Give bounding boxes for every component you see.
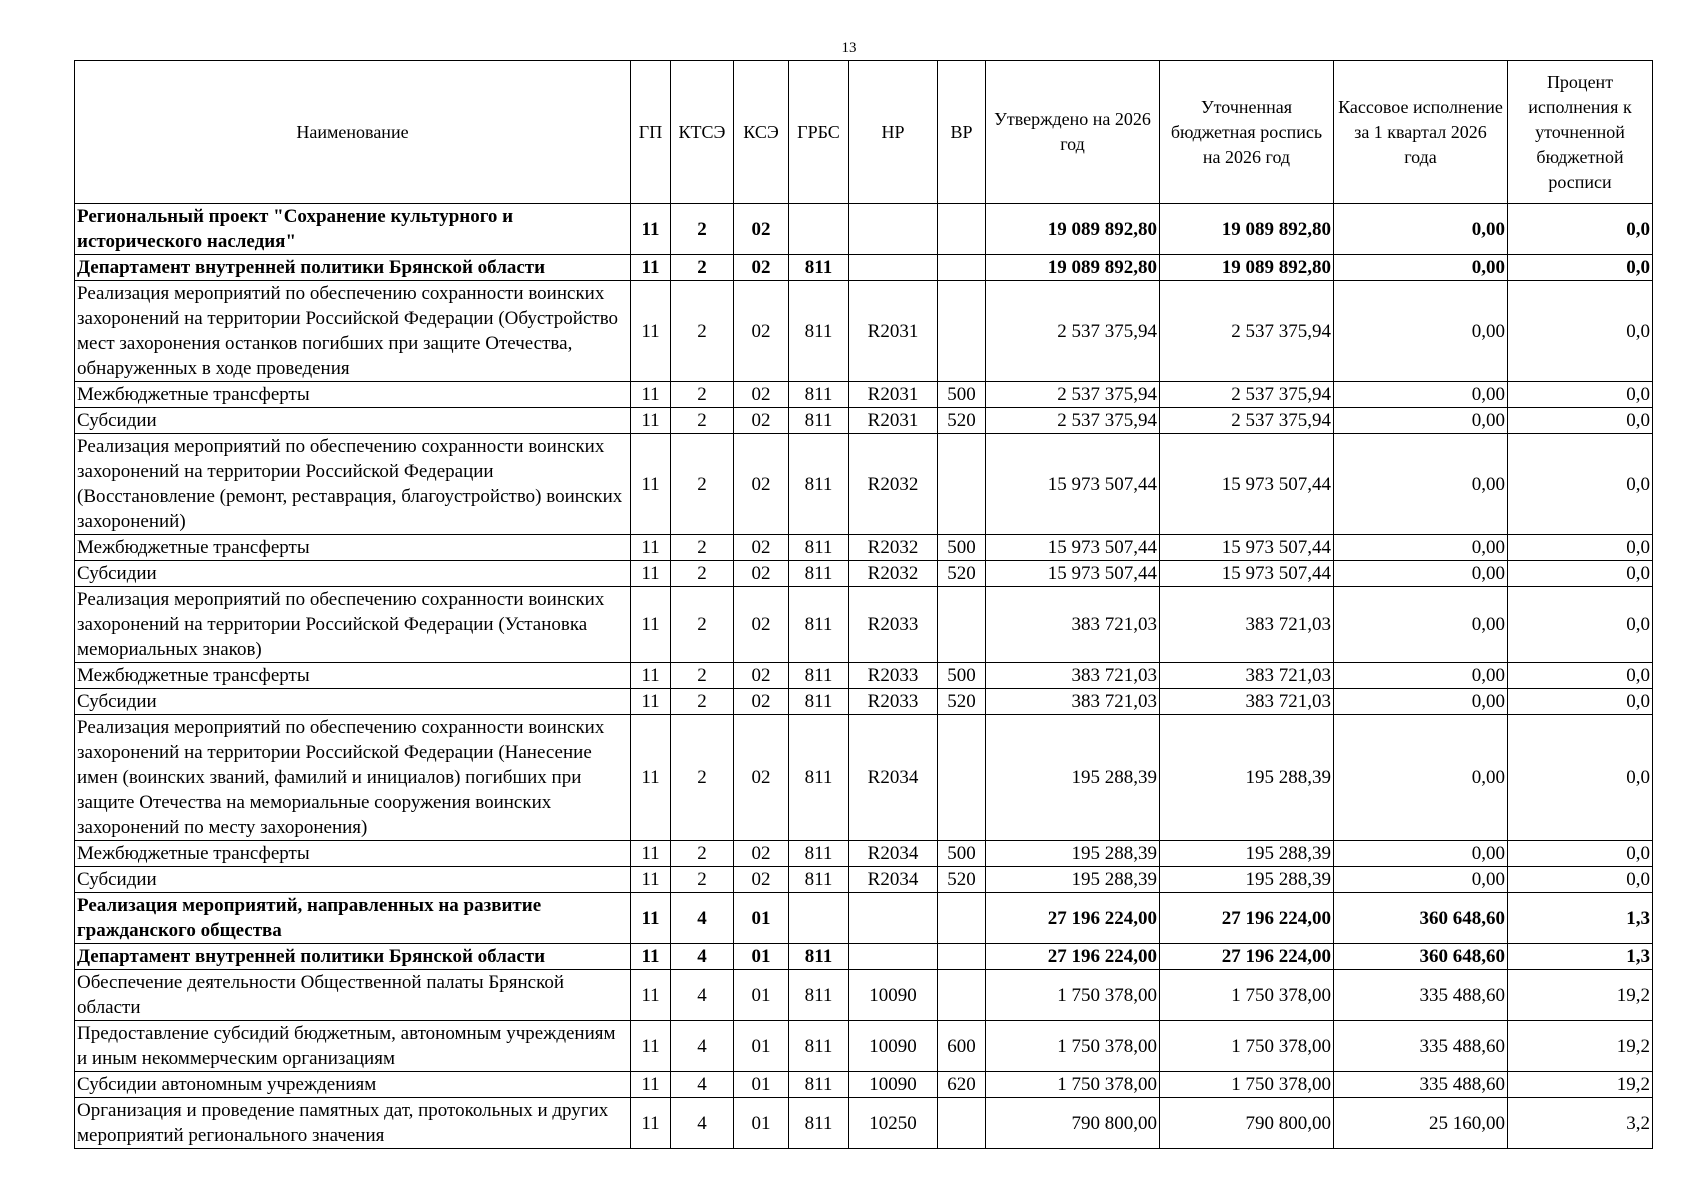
cell-refined: 15 973 507,44: [1160, 434, 1334, 535]
cell-ktse: 2: [671, 382, 734, 408]
cell-kse: 02: [734, 255, 789, 281]
cell-cash: 0,00: [1334, 535, 1508, 561]
cell-nr: R2032: [849, 434, 938, 535]
cell-approved: 15 973 507,44: [986, 535, 1160, 561]
table-row: [75, 715, 1653, 841]
cell-vr: [938, 281, 986, 382]
cell-vr: 500: [938, 382, 986, 408]
cell-cash: 0,00: [1334, 408, 1508, 434]
cell-gp: 11: [631, 535, 671, 561]
table-body: [75, 204, 1653, 1149]
cell-grbs: [789, 204, 849, 255]
header-vr: ВР: [938, 61, 986, 204]
cell-cash: 0,00: [1334, 663, 1508, 689]
cell-approved: 1 750 378,00: [986, 970, 1160, 1021]
cell-ktse: 2: [671, 561, 734, 587]
cell-refined: 15 973 507,44: [1160, 535, 1334, 561]
cell-gp: 11: [631, 587, 671, 663]
cell-kse: 01: [734, 970, 789, 1021]
cell-refined: 1 750 378,00: [1160, 970, 1334, 1021]
table-row: [75, 382, 1653, 408]
cell-gp: 11: [631, 408, 671, 434]
cell-grbs: 811: [789, 715, 849, 841]
cell-kse: 01: [734, 1072, 789, 1098]
cell-cash: 0,00: [1334, 689, 1508, 715]
cell-ktse: 4: [671, 1021, 734, 1072]
cell-name: Межбюджетные трансферты: [75, 535, 631, 561]
cell-gp: 11: [631, 944, 671, 970]
cell-percent: 1,3: [1508, 944, 1653, 970]
cell-nr: R2032: [849, 561, 938, 587]
cell-cash: 0,00: [1334, 434, 1508, 535]
cell-ktse: 4: [671, 1098, 734, 1149]
cell-vr: 500: [938, 663, 986, 689]
cell-approved: 2 537 375,94: [986, 408, 1160, 434]
cell-kse: 01: [734, 1021, 789, 1072]
cell-kse: 02: [734, 715, 789, 841]
cell-kse: 02: [734, 408, 789, 434]
cell-percent: 0,0: [1508, 561, 1653, 587]
cell-vr: [938, 204, 986, 255]
cell-name: Департамент внутренней политики Брянской области: [75, 944, 631, 970]
cell-cash: 0,00: [1334, 204, 1508, 255]
cell-nr: R2033: [849, 663, 938, 689]
cell-gp: 11: [631, 663, 671, 689]
cell-grbs: 811: [789, 663, 849, 689]
cell-name: Обеспечение деятельности Общественной палаты Брянской области: [75, 970, 631, 1021]
cell-approved: 195 288,39: [986, 867, 1160, 893]
cell-nr: R2033: [849, 587, 938, 663]
cell-nr: [849, 893, 938, 944]
table-row: [75, 867, 1653, 893]
cell-gp: 11: [631, 382, 671, 408]
cell-cash: 0,00: [1334, 255, 1508, 281]
cell-percent: 1,3: [1508, 893, 1653, 944]
header-approved: Утверждено на 2026 год: [986, 61, 1160, 204]
cell-refined: 19 089 892,80: [1160, 255, 1334, 281]
cell-percent: 19,2: [1508, 1021, 1653, 1072]
cell-ktse: 2: [671, 408, 734, 434]
header-cash: Кассовое исполнение за 1 квартал 2026 года: [1334, 61, 1508, 204]
cell-grbs: 811: [789, 1098, 849, 1149]
table-row: [75, 1098, 1653, 1149]
cell-percent: 0,0: [1508, 204, 1653, 255]
cell-cash: 0,00: [1334, 382, 1508, 408]
cell-grbs: 811: [789, 1021, 849, 1072]
cell-name: Региональный проект "Сохранение культурного и исторического наследия": [75, 204, 631, 255]
cell-approved: 19 089 892,80: [986, 255, 1160, 281]
cell-grbs: 811: [789, 408, 849, 434]
cell-vr: [938, 255, 986, 281]
cell-kse: 02: [734, 561, 789, 587]
cell-cash: 0,00: [1334, 841, 1508, 867]
cell-ktse: 4: [671, 893, 734, 944]
cell-kse: 02: [734, 663, 789, 689]
cell-approved: 383 721,03: [986, 587, 1160, 663]
table-row: [75, 970, 1653, 1021]
cell-vr: 520: [938, 408, 986, 434]
cell-cash: 0,00: [1334, 867, 1508, 893]
cell-gp: 11: [631, 281, 671, 382]
cell-ktse: 2: [671, 281, 734, 382]
cell-name: Реализация мероприятий по обеспечению сохранности воинских захоронений на территории Российской Федерации (Восстановление (ремонт, реставрация, благоустройство) воинских захоронений): [75, 434, 631, 535]
cell-nr: R2033: [849, 689, 938, 715]
table-row: [75, 535, 1653, 561]
cell-approved: 15 973 507,44: [986, 561, 1160, 587]
table-row: [75, 1021, 1653, 1072]
cell-vr: [938, 893, 986, 944]
cell-gp: 11: [631, 841, 671, 867]
cell-name: Организация и проведение памятных дат, протокольных и других мероприятий регионального значения: [75, 1098, 631, 1149]
cell-ktse: 2: [671, 434, 734, 535]
cell-name: Субсидии: [75, 867, 631, 893]
table-row: [75, 204, 1653, 255]
cell-vr: [938, 434, 986, 535]
header-nr: НР: [849, 61, 938, 204]
cell-grbs: 811: [789, 434, 849, 535]
cell-gp: 11: [631, 1072, 671, 1098]
cell-ktse: 2: [671, 867, 734, 893]
cell-nr: R2034: [849, 715, 938, 841]
cell-ktse: 2: [671, 841, 734, 867]
cell-refined: 2 537 375,94: [1160, 281, 1334, 382]
cell-grbs: 811: [789, 689, 849, 715]
cell-gp: 11: [631, 1021, 671, 1072]
cell-grbs: 811: [789, 587, 849, 663]
cell-grbs: 811: [789, 255, 849, 281]
cell-percent: 0,0: [1508, 408, 1653, 434]
table-header-row: [75, 61, 1653, 204]
cell-kse: 02: [734, 867, 789, 893]
table-row: [75, 434, 1653, 535]
cell-gp: 11: [631, 689, 671, 715]
cell-gp: 11: [631, 204, 671, 255]
cell-approved: 27 196 224,00: [986, 893, 1160, 944]
cell-vr: 520: [938, 689, 986, 715]
header-name: Наименование: [75, 61, 631, 204]
table-row: [75, 587, 1653, 663]
cell-approved: 1 750 378,00: [986, 1072, 1160, 1098]
cell-approved: 27 196 224,00: [986, 944, 1160, 970]
cell-gp: 11: [631, 970, 671, 1021]
cell-vr: [938, 715, 986, 841]
cell-name: Реализация мероприятий по обеспечению сохранности воинских захоронений на территории Российской Федерации (Обустройство мест захоронения останков погибших при защите Отечества, обнаруженных в ходе проведения: [75, 281, 631, 382]
table-row: [75, 408, 1653, 434]
cell-refined: 19 089 892,80: [1160, 204, 1334, 255]
cell-percent: 0,0: [1508, 281, 1653, 382]
cell-vr: [938, 587, 986, 663]
cell-ktse: 2: [671, 255, 734, 281]
cell-approved: 383 721,03: [986, 663, 1160, 689]
table-row: [75, 689, 1653, 715]
cell-gp: 11: [631, 867, 671, 893]
budget-table: [74, 60, 1653, 1149]
cell-cash: 335 488,60: [1334, 970, 1508, 1021]
cell-percent: 0,0: [1508, 382, 1653, 408]
cell-cash: 0,00: [1334, 561, 1508, 587]
cell-ktse: 4: [671, 1072, 734, 1098]
cell-cash: 0,00: [1334, 587, 1508, 663]
table-row: [75, 841, 1653, 867]
cell-nr: R2032: [849, 535, 938, 561]
cell-refined: 2 537 375,94: [1160, 382, 1334, 408]
cell-grbs: 811: [789, 1072, 849, 1098]
cell-percent: 0,0: [1508, 434, 1653, 535]
cell-gp: 11: [631, 561, 671, 587]
cell-approved: 2 537 375,94: [986, 281, 1160, 382]
table-row: [75, 893, 1653, 944]
cell-cash: 335 488,60: [1334, 1072, 1508, 1098]
cell-vr: [938, 970, 986, 1021]
cell-percent: 0,0: [1508, 587, 1653, 663]
cell-nr: 10250: [849, 1098, 938, 1149]
cell-kse: 02: [734, 841, 789, 867]
cell-ktse: 2: [671, 689, 734, 715]
cell-percent: 19,2: [1508, 970, 1653, 1021]
cell-nr: 10090: [849, 1072, 938, 1098]
cell-refined: 195 288,39: [1160, 715, 1334, 841]
cell-gp: 11: [631, 255, 671, 281]
cell-vr: 620: [938, 1072, 986, 1098]
cell-percent: 0,0: [1508, 867, 1653, 893]
table-row: [75, 281, 1653, 382]
cell-vr: 520: [938, 867, 986, 893]
cell-nr: [849, 204, 938, 255]
header-refined: Уточненная бюджетная роспись на 2026 год: [1160, 61, 1334, 204]
header-ktse: КТСЭ: [671, 61, 734, 204]
cell-ktse: 2: [671, 715, 734, 841]
cell-kse: 02: [734, 204, 789, 255]
cell-gp: 11: [631, 434, 671, 535]
cell-nr: 10090: [849, 970, 938, 1021]
cell-percent: 0,0: [1508, 535, 1653, 561]
cell-kse: 02: [734, 434, 789, 535]
cell-percent: 0,0: [1508, 841, 1653, 867]
cell-percent: 0,0: [1508, 255, 1653, 281]
cell-cash: 25 160,00: [1334, 1098, 1508, 1149]
cell-nr: 10090: [849, 1021, 938, 1072]
table-row: [75, 255, 1653, 281]
cell-refined: 15 973 507,44: [1160, 561, 1334, 587]
cell-cash: 0,00: [1334, 281, 1508, 382]
cell-name: Межбюджетные трансферты: [75, 382, 631, 408]
cell-grbs: 811: [789, 382, 849, 408]
cell-name: Предоставление субсидий бюджетным, автономным учреждениям и иным некоммерческим организациям: [75, 1021, 631, 1072]
cell-refined: 2 537 375,94: [1160, 408, 1334, 434]
cell-nr: R2034: [849, 841, 938, 867]
cell-kse: 02: [734, 382, 789, 408]
cell-name: Субсидии: [75, 408, 631, 434]
header-kse: КСЭ: [734, 61, 789, 204]
cell-nr: R2034: [849, 867, 938, 893]
cell-grbs: 811: [789, 970, 849, 1021]
table-row: [75, 663, 1653, 689]
cell-refined: 383 721,03: [1160, 663, 1334, 689]
cell-kse: 01: [734, 1098, 789, 1149]
cell-name: Субсидии автономным учреждениям: [75, 1072, 631, 1098]
cell-vr: 520: [938, 561, 986, 587]
cell-name: Субсидии: [75, 561, 631, 587]
header-gp: ГП: [631, 61, 671, 204]
cell-vr: 600: [938, 1021, 986, 1072]
cell-grbs: 811: [789, 535, 849, 561]
cell-refined: 383 721,03: [1160, 689, 1334, 715]
cell-approved: 195 288,39: [986, 715, 1160, 841]
cell-vr: [938, 1098, 986, 1149]
cell-kse: 01: [734, 893, 789, 944]
cell-approved: 383 721,03: [986, 689, 1160, 715]
cell-approved: 19 089 892,80: [986, 204, 1160, 255]
cell-gp: 11: [631, 1098, 671, 1149]
cell-grbs: 811: [789, 944, 849, 970]
cell-ktse: 4: [671, 970, 734, 1021]
cell-percent: 3,2: [1508, 1098, 1653, 1149]
cell-kse: 02: [734, 587, 789, 663]
cell-cash: 360 648,60: [1334, 944, 1508, 970]
cell-approved: 2 537 375,94: [986, 382, 1160, 408]
cell-grbs: 811: [789, 281, 849, 382]
cell-ktse: 2: [671, 587, 734, 663]
cell-approved: 195 288,39: [986, 841, 1160, 867]
cell-vr: [938, 944, 986, 970]
cell-percent: 0,0: [1508, 715, 1653, 841]
cell-nr: [849, 944, 938, 970]
cell-kse: 02: [734, 535, 789, 561]
cell-nr: R2031: [849, 382, 938, 408]
cell-ktse: 2: [671, 535, 734, 561]
cell-kse: 02: [734, 281, 789, 382]
cell-refined: 195 288,39: [1160, 841, 1334, 867]
cell-gp: 11: [631, 893, 671, 944]
cell-nr: R2031: [849, 281, 938, 382]
cell-cash: 335 488,60: [1334, 1021, 1508, 1072]
cell-grbs: [789, 893, 849, 944]
cell-ktse: 2: [671, 663, 734, 689]
page-number: 13: [841, 40, 857, 56]
cell-kse: 01: [734, 944, 789, 970]
cell-percent: 0,0: [1508, 663, 1653, 689]
table-row: [75, 944, 1653, 970]
cell-refined: 27 196 224,00: [1160, 944, 1334, 970]
cell-grbs: 811: [789, 561, 849, 587]
cell-cash: 0,00: [1334, 715, 1508, 841]
cell-name: Межбюджетные трансферты: [75, 841, 631, 867]
cell-name: Реализация мероприятий по обеспечению сохранности воинских захоронений на территории Российской Федерации (Нанесение имен (воинских званий, фамилий и инициалов) погибших при защите Отечества на мемориальные сооружения воинских захоронений по месту захоронения): [75, 715, 631, 841]
cell-approved: 790 800,00: [986, 1098, 1160, 1149]
cell-refined: 27 196 224,00: [1160, 893, 1334, 944]
cell-cash: 360 648,60: [1334, 893, 1508, 944]
header-grbs: ГРБС: [789, 61, 849, 204]
cell-kse: 02: [734, 689, 789, 715]
cell-nr: R2031: [849, 408, 938, 434]
cell-refined: 195 288,39: [1160, 867, 1334, 893]
table-row: [75, 1072, 1653, 1098]
cell-name: Межбюджетные трансферты: [75, 663, 631, 689]
cell-grbs: 811: [789, 841, 849, 867]
cell-vr: 500: [938, 535, 986, 561]
cell-refined: 1 750 378,00: [1160, 1021, 1334, 1072]
cell-percent: 0,0: [1508, 689, 1653, 715]
cell-nr: [849, 255, 938, 281]
table-row: [75, 561, 1653, 587]
cell-name: Реализация мероприятий, направленных на развитие гражданского общества: [75, 893, 631, 944]
cell-ktse: 2: [671, 204, 734, 255]
cell-approved: 15 973 507,44: [986, 434, 1160, 535]
cell-grbs: 811: [789, 867, 849, 893]
cell-ktse: 4: [671, 944, 734, 970]
cell-refined: 1 750 378,00: [1160, 1072, 1334, 1098]
cell-percent: 19,2: [1508, 1072, 1653, 1098]
cell-name: Департамент внутренней политики Брянской области: [75, 255, 631, 281]
cell-refined: 383 721,03: [1160, 587, 1334, 663]
cell-vr: 500: [938, 841, 986, 867]
cell-name: Субсидии: [75, 689, 631, 715]
cell-name: Реализация мероприятий по обеспечению сохранности воинских захоронений на территории Российской Федерации (Установка мемориальных знаков): [75, 587, 631, 663]
header-percent: Процент исполнения к уточненной бюджетной росписи: [1508, 61, 1653, 204]
cell-refined: 790 800,00: [1160, 1098, 1334, 1149]
cell-approved: 1 750 378,00: [986, 1021, 1160, 1072]
cell-gp: 11: [631, 715, 671, 841]
